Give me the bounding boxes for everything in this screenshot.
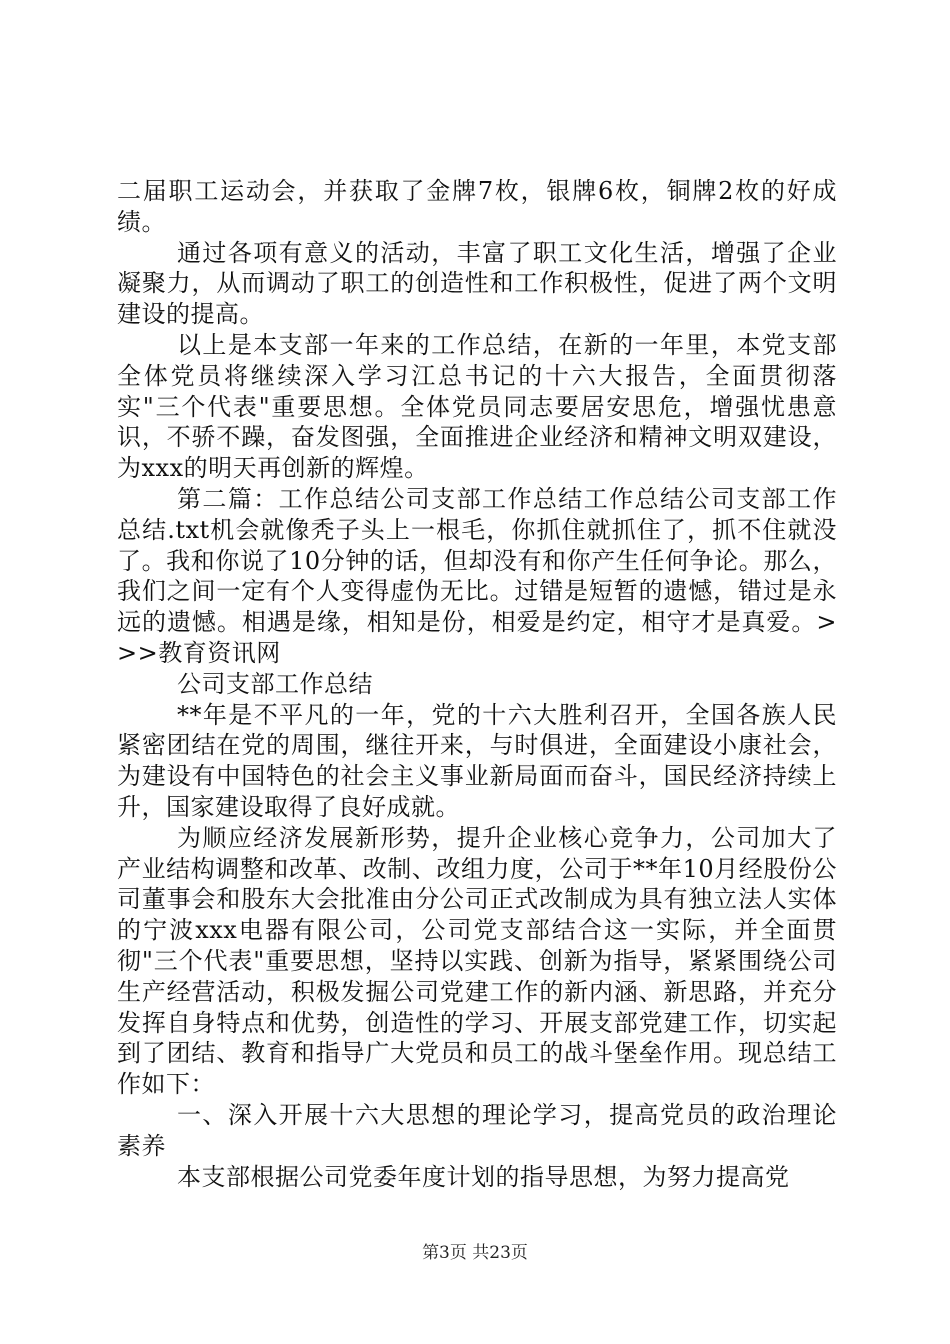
- page-number-footer: 第3页 共23页: [422, 1243, 528, 1263]
- paragraph-4: 第二篇：工作总结公司支部工作总结工作总结公司支部工作总结.txt机会就像秃子头上一根毛，你抓住就抓住了，抓不住就没了。我和你说了10分钟的话，但却没有和你产生任何争论。那么，我们之间一定有个人变得虚伪无比。过错是短暂的遗憾，错过是永远的遗憾。相遇是缘，相知是份，相爱是约定，相守才是真爱。>>>教育资讯网: [117, 484, 837, 667]
- paragraph-3: 以上是本支部一年来的工作总结，在新的一年里，本党支部全体党员将继续深入学习江总书记的十六大报告，全面贯彻落实"三个代表"重要思想。全体党员同志要居安思危，增强忧患意识，不骄不躁，奋发图强，全面推进企业经济和精神文明双建设，为xxx的明天再创新的辉煌。: [117, 330, 837, 483]
- subsection-heading: 一、深入开展十六大思想的理论学习，提高党员的政治理论素养: [117, 1100, 837, 1160]
- paragraph-5: **年是不平凡的一年，党的十六大胜利召开，全国各族人民紧密团结在党的周围，继往开来，与时俱进，全面建设小康社会，为建设有中国特色的社会主义事业新局面而奋斗，国民经济持续上升，国家建设取得了良好成就。: [117, 700, 837, 821]
- document-body: [117, 176, 837, 1192]
- paragraph-1: 二届职工运动会，并获取了金牌7枚，银牌6枚，铜牌2枚的好成绩。: [117, 177, 837, 236]
- paragraph-2: 通过各项有意义的活动，丰富了职工文化生活，增强了企业凝聚力，从而调动了职工的创造性和工作积极性，促进了两个文明建设的提高。: [117, 238, 837, 329]
- paragraph-6: 为顺应经济发展新形势，提升企业核心竞争力，公司加大了产业结构调整和改革、改制、改组力度，公司于**年10月经股份公司董事会和股东大会批准由分公司正式改制成为具有独立法人实体的宁波xxx电器有限公司，公司党支部结合这一实际，并全面贯彻"三个代表"重要思想，坚持以实践、创新为指导，紧紧围绕公司生产经营活动，积极发掘公司党建工作的新内涵、新思路，并充分发挥自身特点和优势，创造性的学习、开展支部党建工作，切实起到了团结、教育和指导广大党员和员工的战斗堡垒作用。现总结工作如下：: [117, 823, 837, 1099]
- paragraph-7: 本支部根据公司党委年度计划的指导思想，为努力提高党: [177, 1162, 790, 1191]
- section-heading: 公司支部工作总结: [177, 669, 373, 698]
